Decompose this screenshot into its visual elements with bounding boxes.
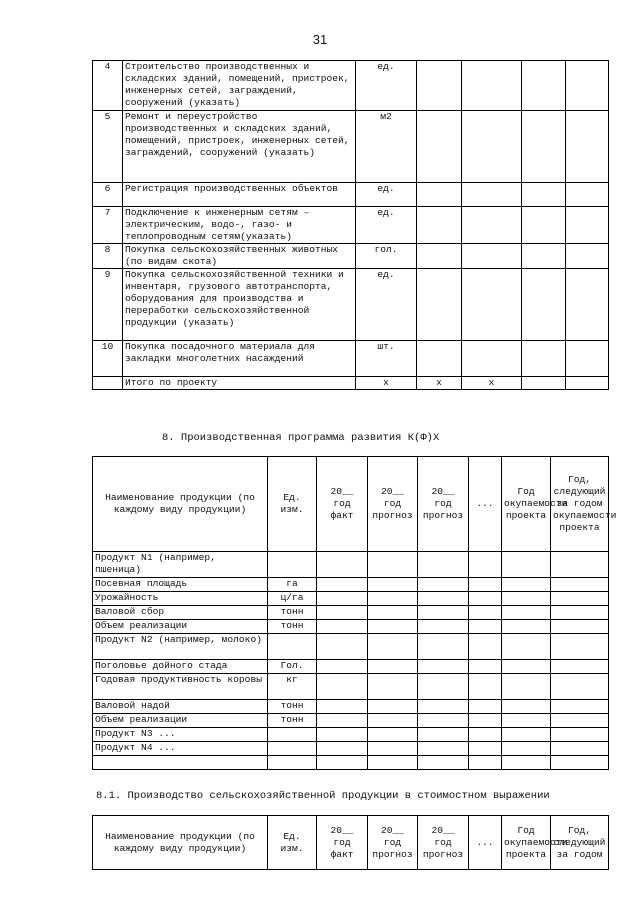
- value-cell: [418, 578, 469, 592]
- value-cell: [417, 207, 462, 244]
- value-cell: [522, 244, 566, 269]
- value-cell: [469, 620, 502, 634]
- value-cell: [418, 634, 469, 660]
- unit-cell: шт.: [356, 341, 417, 377]
- value-cell: [368, 660, 418, 674]
- unit-cell: ц/га: [268, 592, 317, 606]
- page-number: 31: [312, 32, 328, 47]
- value-cell: [522, 61, 566, 111]
- unit-cell: ед.: [356, 207, 417, 244]
- product-name: Объем реализации: [93, 620, 268, 634]
- unit-cell: ед.: [356, 183, 417, 207]
- product-name: Валовой надой: [93, 700, 268, 714]
- product-name: [93, 756, 268, 770]
- item-name: Итого по проекту: [123, 377, 356, 390]
- value-cell: [551, 552, 609, 578]
- table-row: [93, 578, 609, 592]
- value-cell: [317, 700, 368, 714]
- value-cell: [522, 183, 566, 207]
- value-cell: [418, 592, 469, 606]
- unit-cell: [268, 634, 317, 660]
- value-cell: [502, 674, 551, 700]
- column-header: Год окупаемости проекта: [502, 816, 551, 870]
- value-cell: [551, 714, 609, 728]
- value-cell: [566, 269, 609, 341]
- unit-cell: х: [356, 377, 417, 390]
- unit-cell: [268, 728, 317, 742]
- value-cell: [469, 714, 502, 728]
- value-cell: [368, 674, 418, 700]
- value-cell: [417, 244, 462, 269]
- value-cell: [551, 620, 609, 634]
- value-cell: [418, 742, 469, 756]
- table-row: [93, 728, 609, 742]
- value-cell: [418, 606, 469, 620]
- value-cell: [522, 377, 566, 390]
- value-cell: [551, 756, 609, 770]
- value-cell: [317, 620, 368, 634]
- value-cell: [469, 728, 502, 742]
- unit-cell: [268, 742, 317, 756]
- table-row: [93, 61, 609, 111]
- table-row: [93, 756, 609, 770]
- value-cell: [462, 244, 522, 269]
- row-number: 7: [93, 207, 123, 244]
- table-row: [93, 111, 609, 183]
- row-number: 4: [93, 61, 123, 111]
- section-8-1-title: 8.1. Производство сельскохозяйственной продукции в стоимостном выражении: [96, 790, 550, 802]
- value-cell: [502, 606, 551, 620]
- value-cell: [417, 61, 462, 111]
- value-cell: [368, 700, 418, 714]
- row-number: 9: [93, 269, 123, 341]
- value-cell: [368, 552, 418, 578]
- value-cell: [502, 714, 551, 728]
- value-cell: [317, 674, 368, 700]
- product-name: Продукт N1 (например, пшеница): [93, 552, 268, 578]
- value-cell: [502, 592, 551, 606]
- value-cell: [566, 183, 609, 207]
- product-name: Посевная площадь: [93, 578, 268, 592]
- value-cell: [317, 578, 368, 592]
- item-name: Регистрация производственных объектов: [123, 183, 356, 207]
- value-cell: [462, 61, 522, 111]
- value-cell: [502, 756, 551, 770]
- value-cell: [462, 341, 522, 377]
- column-header: 20__ год факт: [317, 816, 368, 870]
- column-header: 20__ год прогноз: [368, 457, 418, 552]
- value-cell: [417, 269, 462, 341]
- unit-cell: [268, 552, 317, 578]
- value-cell: [417, 183, 462, 207]
- value-cell: [368, 606, 418, 620]
- value-cell: [502, 620, 551, 634]
- value-cell: [502, 742, 551, 756]
- value-cell: [462, 207, 522, 244]
- value-cell: [368, 756, 418, 770]
- unit-cell: тонн: [268, 606, 317, 620]
- value-cell: [551, 634, 609, 660]
- value-cell: [566, 61, 609, 111]
- value-cell: [418, 756, 469, 770]
- production-program-table: [92, 456, 617, 770]
- investment-table: [92, 60, 609, 390]
- column-header: 20__ год прогноз: [418, 816, 469, 870]
- value-cell: [551, 742, 609, 756]
- product-name: Продукт N2 (например, молоко): [93, 634, 268, 660]
- item-name: Строительство производственных и складских зданий, помещений, пристроек, инженерных сетей, заграждений, сооружений (указать): [123, 61, 356, 111]
- value-cell: [502, 578, 551, 592]
- value-cell: [502, 700, 551, 714]
- value-cell: х: [462, 377, 522, 390]
- column-header: Год, следующий за годом: [551, 816, 609, 870]
- unit-cell: Гол.: [268, 660, 317, 674]
- value-cell: [502, 728, 551, 742]
- table-row: [93, 207, 609, 244]
- value-cell: [551, 592, 609, 606]
- unit-cell: тонн: [268, 700, 317, 714]
- value-cell: [317, 742, 368, 756]
- product-name: Годовая продуктивность коровы: [93, 674, 268, 700]
- value-cell: [418, 620, 469, 634]
- product-name: Поголовье дойного стада: [93, 660, 268, 674]
- value-cell: [417, 111, 462, 183]
- table-row: [93, 592, 609, 606]
- column-header: ...: [469, 816, 502, 870]
- column-header: 20__ год прогноз: [418, 457, 469, 552]
- value-cell: [417, 341, 462, 377]
- table-row: [93, 700, 609, 714]
- value-cell: [317, 606, 368, 620]
- column-header: Наименование продукции (по каждому виду продукции): [93, 457, 268, 552]
- table-row: [93, 674, 609, 700]
- table-row: [93, 606, 609, 620]
- value-cell: [368, 578, 418, 592]
- table-row: [93, 269, 609, 341]
- item-name: Покупка сельскохозяйственной техники и инвентаря, грузового автотранспорта, оборудования для производства и переработки сельскохозяйственной продукции (указать): [123, 269, 356, 341]
- value-cell: [368, 634, 418, 660]
- row-number: 6: [93, 183, 123, 207]
- section-8-title: 8. Производственная программа развития К(Ф)Х: [162, 432, 440, 444]
- value-cell: [469, 592, 502, 606]
- item-name: Подключение к инженерным сетям – электрическим, водо-, газо- и теплопроводным сетям(указать): [123, 207, 356, 244]
- column-header: 20__ год факт: [317, 457, 368, 552]
- value-cell: [566, 341, 609, 377]
- value-cell: [317, 728, 368, 742]
- value-cell: [566, 244, 609, 269]
- value-cell: [469, 660, 502, 674]
- value-cell: [566, 377, 609, 390]
- value-cell: [469, 700, 502, 714]
- table-row: [93, 660, 609, 674]
- value-cell: [551, 606, 609, 620]
- item-name: Покупка сельскохозяйственных животных (по видам скота): [123, 244, 356, 269]
- value-cell: [317, 592, 368, 606]
- value-cell: [502, 660, 551, 674]
- unit-cell: кг: [268, 674, 317, 700]
- table-row: [93, 183, 609, 207]
- value-cell: [566, 207, 609, 244]
- value-cell: [418, 552, 469, 578]
- value-cell: [551, 578, 609, 592]
- table-row: [93, 634, 609, 660]
- value-cell: [368, 714, 418, 728]
- unit-cell: тонн: [268, 620, 317, 634]
- value-cell: [469, 634, 502, 660]
- value-cell: [462, 269, 522, 341]
- value-cell: [522, 269, 566, 341]
- row-number: [93, 377, 123, 390]
- product-name: Продукт N3 ...: [93, 728, 268, 742]
- unit-cell: гол.: [356, 244, 417, 269]
- column-header: Ед. изм.: [268, 816, 317, 870]
- value-cell: [522, 341, 566, 377]
- table-row: [93, 341, 609, 377]
- value-cell: [551, 674, 609, 700]
- table-row: [93, 552, 609, 578]
- value-cell: [368, 592, 418, 606]
- column-header: Наименование продукции (по каждому виду продукции): [93, 816, 268, 870]
- table-row: [93, 377, 609, 390]
- table-row: [93, 742, 609, 756]
- value-cell: [551, 700, 609, 714]
- column-header: Год, следующий за годом окупаемости проекта: [551, 457, 609, 552]
- value-cell: [566, 111, 609, 183]
- value-cell: [317, 552, 368, 578]
- column-header: Год окупаемости проекта: [502, 457, 551, 552]
- value-cell: [522, 207, 566, 244]
- value-cell: [418, 660, 469, 674]
- table-row: [93, 620, 609, 634]
- value-cell: [469, 606, 502, 620]
- row-number: 10: [93, 341, 123, 377]
- value-cell: [317, 634, 368, 660]
- value-cell: [418, 700, 469, 714]
- table-row: [93, 244, 609, 269]
- value-cell: [469, 742, 502, 756]
- unit-cell: ед.: [356, 269, 417, 341]
- unit-cell: га: [268, 578, 317, 592]
- value-cell: [469, 578, 502, 592]
- unit-cell: тонн: [268, 714, 317, 728]
- value-cell: [317, 756, 368, 770]
- product-name: Валовой сбор: [93, 606, 268, 620]
- item-name: Ремонт и переустройство производственных и складских зданий, помещений, пристроек, инженерных сетей, заграждений, сооружений (указать): [123, 111, 356, 183]
- value-cell: [462, 111, 522, 183]
- value-cell: [469, 674, 502, 700]
- value-cell: [368, 742, 418, 756]
- value-cell: [469, 552, 502, 578]
- item-name: Покупка посадочного материала для закладки многолетних насаждений: [123, 341, 356, 377]
- value-cell: [522, 111, 566, 183]
- value-cell: [551, 728, 609, 742]
- value-cell: [418, 674, 469, 700]
- row-number: 5: [93, 111, 123, 183]
- value-cell: [418, 714, 469, 728]
- row-number: 8: [93, 244, 123, 269]
- unit-cell: м2: [356, 111, 417, 183]
- value-cell: [418, 728, 469, 742]
- production-value-table: [92, 815, 609, 870]
- product-name: Продукт N4 ...: [93, 742, 268, 756]
- product-name: Объем реализации: [93, 714, 268, 728]
- column-header: ...: [469, 457, 502, 552]
- column-header: 20__ год прогноз: [368, 816, 418, 870]
- value-cell: [469, 756, 502, 770]
- value-cell: [502, 634, 551, 660]
- unit-cell: [268, 756, 317, 770]
- value-cell: [317, 714, 368, 728]
- product-name: Урожайность: [93, 592, 268, 606]
- value-cell: [462, 183, 522, 207]
- value-cell: [368, 620, 418, 634]
- table-row: [93, 714, 609, 728]
- unit-cell: ед.: [356, 61, 417, 111]
- value-cell: [551, 660, 609, 674]
- column-header: Ед. изм.: [268, 457, 317, 552]
- value-cell: [317, 660, 368, 674]
- value-cell: [502, 552, 551, 578]
- value-cell: х: [417, 377, 462, 390]
- value-cell: [368, 728, 418, 742]
